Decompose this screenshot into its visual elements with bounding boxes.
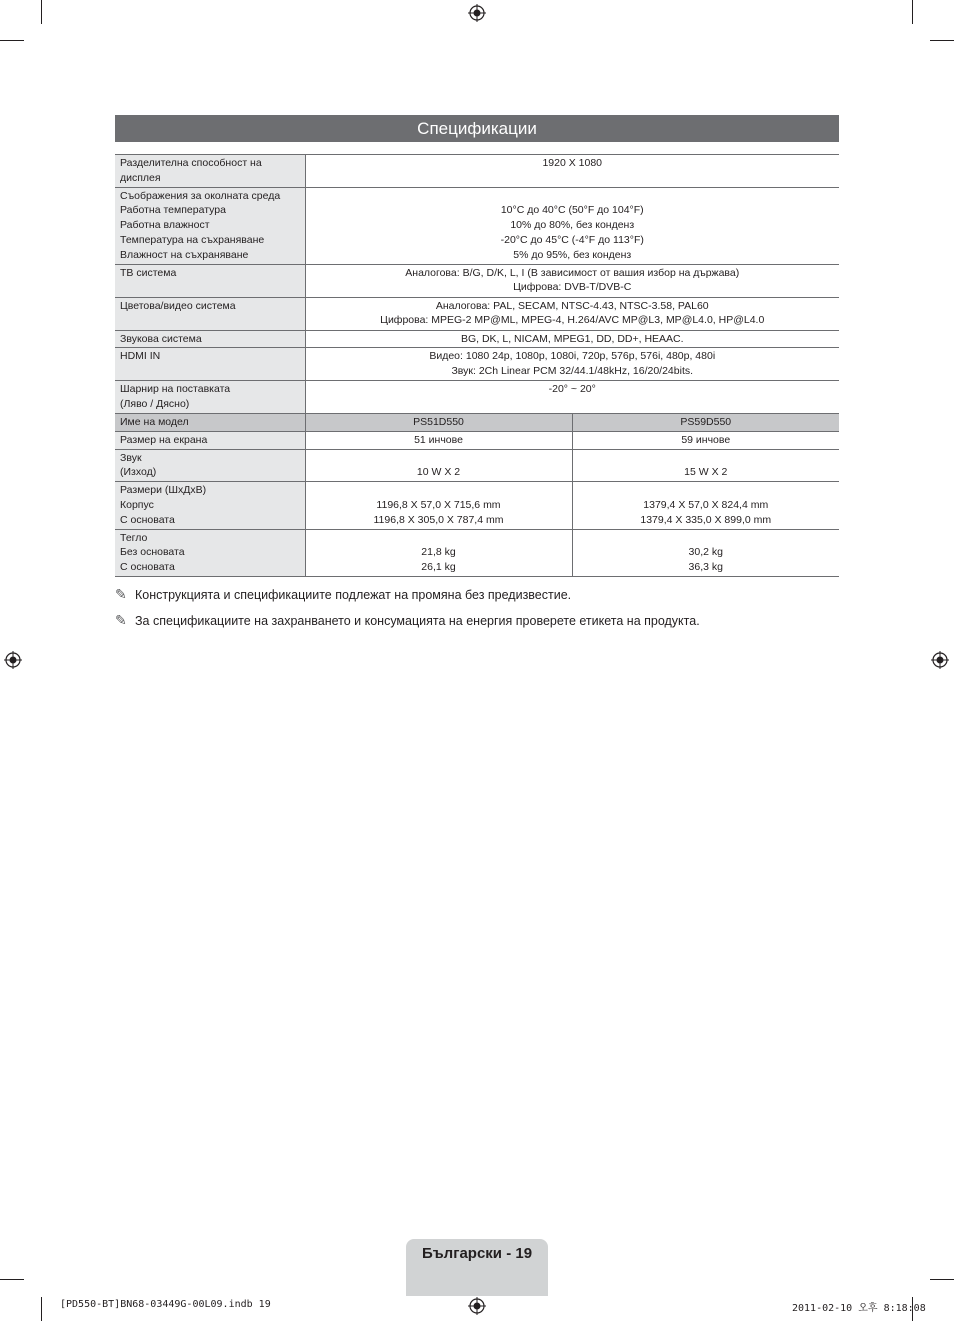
- row-label: Звук (Изход): [115, 449, 305, 482]
- table-row: [115, 482, 839, 529]
- table-row: [115, 381, 839, 414]
- crop-mark: [930, 40, 954, 41]
- value-a: 51 инчове: [305, 431, 572, 449]
- table-row: [115, 431, 839, 449]
- row-value: -20° ~ 20°: [305, 381, 839, 414]
- spec-table: [115, 154, 839, 577]
- row-label: Цветова/видео система: [115, 297, 305, 330]
- row-value: 1920 X 1080: [305, 155, 839, 188]
- row-value: Аналогова: B/G, D/K, L, I (В зависимост от вашия избор на държава) Цифрова: DVB-T/DVB-C: [305, 264, 839, 297]
- registration-mark-icon: [4, 651, 22, 669]
- table-row: [115, 449, 839, 482]
- crop-mark: [930, 1279, 954, 1280]
- note-item: [115, 585, 875, 611]
- registration-mark-icon: [468, 4, 486, 22]
- row-label: Тегло Без основата С основата: [115, 529, 305, 576]
- table-row: [115, 187, 839, 264]
- row-value: Аналогова: PAL, SECAM, NTSC-4.43, NTSC-3.58, PAL60 Цифрова: MPEG-2 MP@ML, MPEG-4, H.264/AVC MP@L3, MP@L4.0, HP@L4.0: [305, 297, 839, 330]
- crop-mark: [0, 1279, 24, 1280]
- section-title: Спецификации: [115, 115, 839, 142]
- row-label: Размери (ШхДхВ) Корпус С основата: [115, 482, 305, 529]
- value-a: 10 W X 2: [305, 449, 572, 482]
- row-label: ТВ система: [115, 264, 305, 297]
- crop-mark: [912, 0, 913, 24]
- registration-mark-icon: [931, 651, 949, 669]
- table-row: [115, 297, 839, 330]
- crop-mark: [0, 40, 24, 41]
- value-b: 59 инчове: [572, 431, 839, 449]
- row-value: Видео: 1080 24p, 1080p, 1080i, 720p, 576p, 576i, 480p, 480i Звук: 2Ch Linear PCM 32/44.1/48kHz, 16/20/24bits.: [305, 348, 839, 381]
- table-row: [115, 330, 839, 348]
- table-row: [115, 529, 839, 576]
- page-number: Български - 19: [421, 1245, 533, 1262]
- print-timestamp: 2011-02-10 오후 8:18:08: [792, 1303, 926, 1314]
- table-row: [115, 155, 839, 188]
- value-b: 15 W X 2: [572, 449, 839, 482]
- table-row: [115, 413, 839, 431]
- row-label: Разделителна способност на дисплея: [115, 155, 305, 188]
- row-value: BG, DK, L, NICAM, MPEG1, DD, DD+, HEAAC.: [305, 330, 839, 348]
- row-label: Име на модел: [115, 413, 305, 431]
- row-label: HDMI IN: [115, 348, 305, 381]
- row-label: Звукова система: [115, 330, 305, 348]
- row-label: Съображения за околната среда Работна температура Работна влажност Температура на съхраняване Влажност на съхраняване: [115, 187, 305, 264]
- note-text: За спецификациите на захранването и консумацията на енергия проверете етикета на продукта.: [135, 614, 700, 628]
- value-a: 21,8 kg 26,1 kg: [305, 529, 572, 576]
- model-b: PS59D550: [572, 413, 839, 431]
- row-label: Шарнир на поставката (Ляво / Дясно): [115, 381, 305, 414]
- notes: [115, 585, 875, 637]
- table-row: [115, 348, 839, 381]
- table-row: [115, 264, 839, 297]
- note-item: [115, 611, 875, 637]
- crop-mark: [41, 1297, 42, 1321]
- note-text: Конструкцията и спецификациите подлежат на промяна без предизвестие.: [135, 588, 572, 602]
- model-a: PS51D550: [305, 413, 572, 431]
- registration-mark-icon: [468, 1297, 486, 1315]
- value-b: 1379,4 X 57,0 X 824,4 mm 1379,4 X 335,0 X 899,0 mm: [572, 482, 839, 529]
- row-value: 10°C до 40°C (50°F до 104°F) 10% до 80%, без конденз -20°C до 45°C (-4°F до 113°F) 5% до 95%, без конденз: [305, 187, 839, 264]
- pencil-note-icon: ✎: [115, 612, 127, 628]
- pencil-note-icon: ✎: [115, 586, 127, 602]
- crop-mark: [41, 0, 42, 24]
- value-a: 1196,8 X 57,0 X 715,6 mm 1196,8 X 305,0 X 787,4 mm: [305, 482, 572, 529]
- row-label: Размер на екрана: [115, 431, 305, 449]
- file-info: [PD550-BT]BN68-03449G-00L09.indb 19: [60, 1299, 271, 1310]
- value-b: 30,2 kg 36,3 kg: [572, 529, 839, 576]
